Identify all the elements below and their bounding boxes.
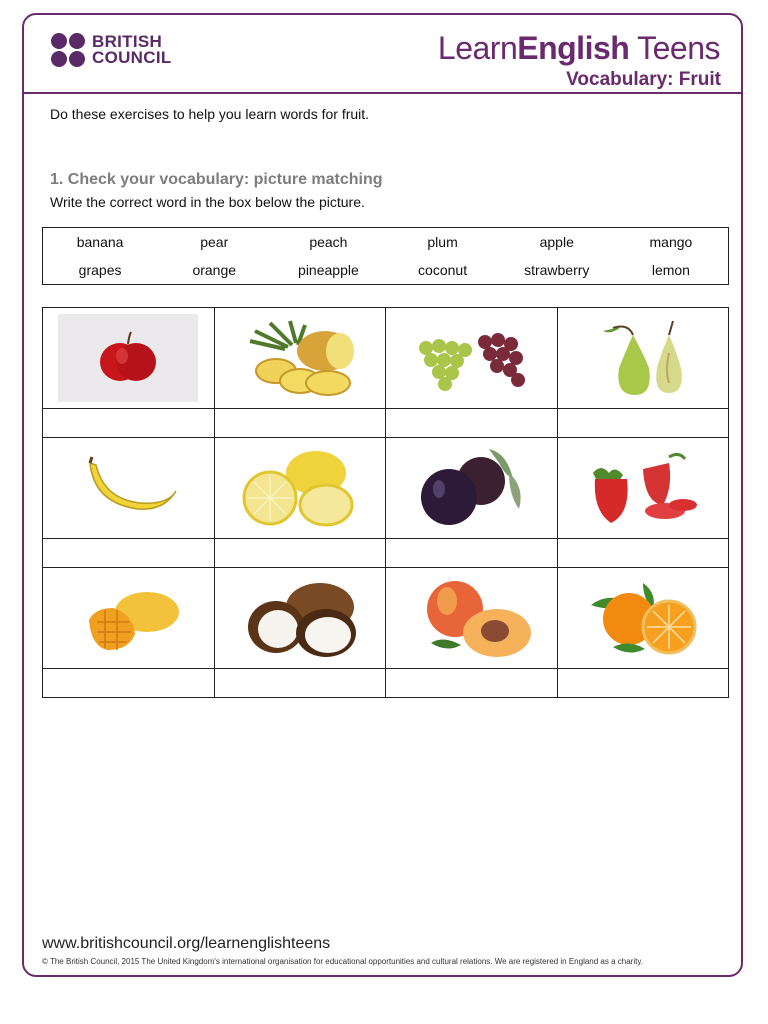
answer-box[interactable]	[386, 669, 558, 698]
worksheet-title: Vocabulary: Fruit	[566, 69, 721, 90]
word-item: pear	[200, 234, 229, 250]
word-item: peach	[309, 234, 348, 250]
logo-text-line1: BRITISH	[92, 32, 163, 51]
answer-box[interactable]	[43, 539, 215, 568]
answer-box[interactable]	[557, 539, 729, 568]
grapes-picture	[386, 308, 557, 408]
apple-picture	[43, 308, 214, 408]
answer-box[interactable]	[557, 669, 729, 698]
coconut-picture	[215, 568, 386, 668]
answer-box[interactable]	[43, 669, 215, 698]
orange-picture	[558, 568, 729, 668]
intro-text: Do these exercises to help you learn words for fruit.	[50, 106, 370, 122]
word-item: banana	[76, 234, 124, 250]
logo-text-line2: COUNCIL	[92, 48, 172, 67]
mango-picture	[43, 568, 214, 668]
answer-box[interactable]	[386, 539, 558, 568]
word-item: strawberry	[524, 262, 590, 278]
exercise-title: 1. Check your vocabulary: picture matching	[50, 171, 383, 188]
word-item: lemon	[651, 262, 690, 278]
header-divider	[24, 92, 743, 94]
word-item: coconut	[418, 262, 468, 278]
strawberry-picture	[558, 438, 729, 538]
answer-box[interactable]	[386, 409, 558, 438]
word-bank	[42, 227, 729, 285]
banana-picture	[43, 438, 214, 538]
pear-picture	[558, 308, 729, 408]
picture-matching-table	[42, 307, 729, 698]
exercise-instruction: Write the correct word in the box below the picture.	[50, 194, 365, 210]
peach-picture	[386, 568, 557, 668]
learnenglish-teens-logo: LearnEnglish Teens	[437, 30, 720, 66]
answer-box[interactable]	[214, 539, 386, 568]
answer-box[interactable]	[214, 409, 386, 438]
footer-copyright: © The British Council, 2015 The United Kingdom's international organisation for educational opportunities and cultural relations. We are registered in England as a charity.	[42, 957, 643, 966]
answer-box[interactable]	[214, 669, 386, 698]
word-item: orange	[192, 262, 237, 278]
plum-picture	[386, 438, 557, 538]
logo-dots-icon	[51, 33, 85, 67]
answer-box[interactable]	[43, 409, 215, 438]
word-item: mango	[649, 234, 693, 250]
word-item: pineapple	[298, 262, 359, 278]
word-item: grapes	[78, 262, 122, 278]
british-council-logo	[51, 33, 172, 67]
pineapple-picture	[215, 308, 386, 408]
lemon-picture	[215, 438, 386, 538]
answer-box[interactable]	[557, 409, 729, 438]
word-item: apple	[539, 234, 574, 250]
word-item: plum	[427, 234, 458, 250]
footer-url: www.britishcouncil.org/learnenglishteens	[42, 935, 331, 952]
